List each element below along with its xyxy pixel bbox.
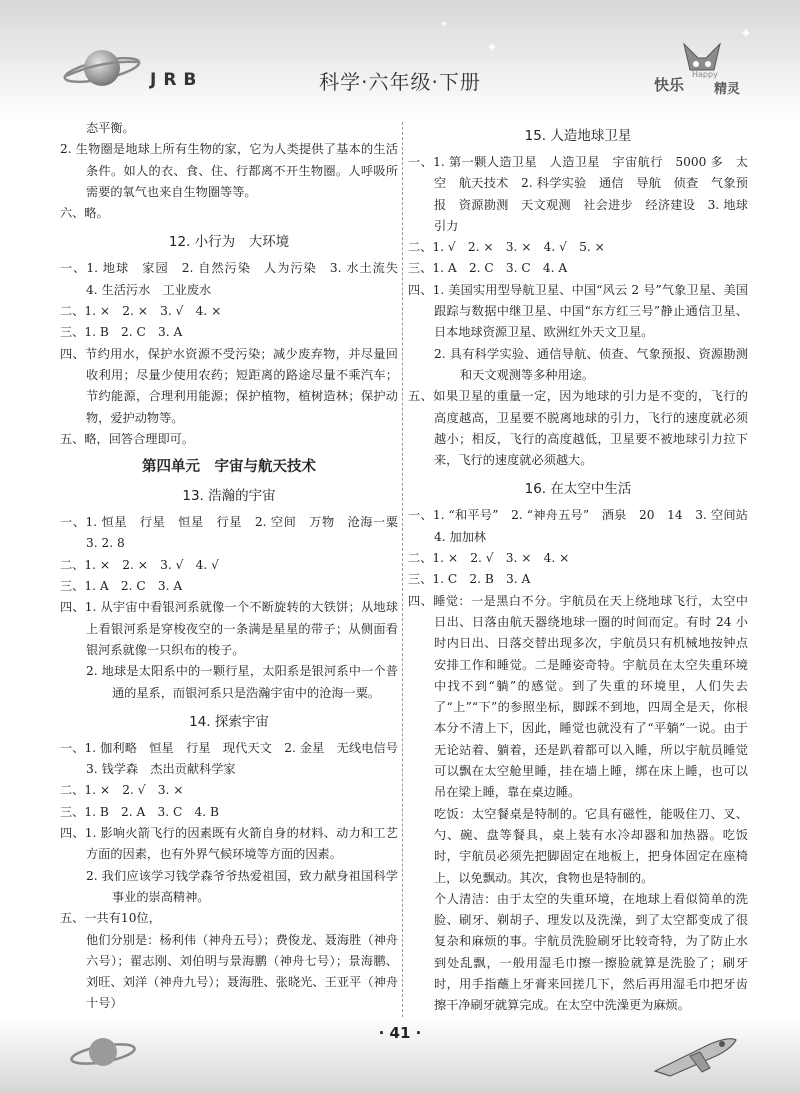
answer-line: 二、1. × 2. × 3. √ 4. × bbox=[60, 304, 222, 319]
answer-line: 四、节约用水，保护水资源不受污染；减少废弃物，并尽量回收利用；尽量少使用农药；短距离的路途尽量不乘汽车；节约能源，合理利用能源；保护植物，植树造林；保护动物，爱护动物等。 bbox=[60, 346, 398, 425]
answer-line: 他们分别是：杨利伟（神舟五号）；费俊龙、聂海胜（神舟六号）；翟志刚、刘伯明与景海鹏（神舟七号）；景海鹏、刘旺、刘洋（神舟九号）；聂海胜、张晓光、王亚平（神舟十号） bbox=[86, 932, 398, 1011]
answer-line: 一、1. 第一颗人造卫星 人造卫星 宇宙航行 5000 多 太空 航天技术 2. 科学实验 通信 导航 侦查 气象预报 资源勘测 天文观测 社会进步 经济建设 3. 地球引力 bbox=[408, 155, 748, 233]
logo-text-1: 快乐 bbox=[654, 76, 685, 94]
column-divider bbox=[402, 122, 403, 1017]
answer-line: 三、1. B 2. A 3. C 4. B bbox=[60, 804, 219, 819]
page-title: 科学·六年级·下册 bbox=[319, 70, 481, 94]
section-title: 15. 人造地球卫星 bbox=[524, 128, 632, 144]
answer-line: 一、1. 地球 家园 2. 自然污染 人为污染 3. 水土流失 4. 生活污水 工业废水 bbox=[60, 261, 411, 297]
answer-line: 三、1. A 2. C 3. A bbox=[60, 579, 183, 594]
logo bbox=[652, 40, 752, 98]
answer-line: 四、1. 影响火箭飞行的因素既有火箭自身的材料、动力和工艺方面的因素，也有外界气候环境等方面的因素。 bbox=[60, 826, 398, 862]
answer-line: 三、1. A 2. C 3. C 4. A bbox=[408, 261, 568, 276]
star-icon: ✦ bbox=[740, 26, 752, 42]
answer-line: 吃饭：太空餐桌是特制的。它具有磁性，能吸住刀、叉、勺、碗、盘等餐具，桌上装有水冷却器和加热器。吃饭时，宇航员必须先把脚固定在地板上，把身体固定在座椅上，以免飘动。其次，食物也是特制的。 bbox=[434, 806, 748, 885]
page-header bbox=[0, 0, 800, 120]
answer-line: 五、如果卫星的重量一定，因为地球的引力是不变的，飞行的高度越高，卫星要不脱离地球的引力，飞行的速度就必须越小；相反，飞行的高度越低，卫星要不被地球引力拉下来，飞行的速度就必须越大。 bbox=[408, 389, 748, 468]
logo-text-2: 精灵 bbox=[714, 82, 741, 97]
brand-mark: JRB bbox=[150, 70, 204, 90]
answer-line: 2. 具有科学实验、通信导航、侦查、气象预报、资源勘测和天文观测等多种用途。 bbox=[434, 346, 748, 382]
answer-line: 2. 生物圈是地球上所有生物的家，它为人类提供了基本的生活条件。如人的衣、食、住、行都离不开生物圈。人呼吸所需要的氧气也来自生物圈等等。 bbox=[60, 142, 398, 199]
answer-line: 一、1. 恒星 行星 恒星 行星 2. 空间 万物 沧海一粟 3. 2. 8 bbox=[60, 515, 411, 551]
answer-line: 个人清洁：由于太空的失重环境，在地球上看似简单的洗脸、刷牙、剃胡子、理发以及洗澡，到了太空都变成了很复杂和麻烦的事。宇航员洗脸刷牙比较奇特，为了防止水到处乱飘，一般用湿毛巾擦一擦脸就算是洗脸了；刷牙时，用手指蘸上牙膏来回搓几下，然后再用湿毛巾把牙齿擦干净刷牙就算完成。在太空中洗澡更为麻烦。 bbox=[434, 891, 748, 1013]
answer-line: 二、1. × 2. √ 3. × bbox=[60, 783, 184, 798]
answer-line: 四、1. 美国实用型导航卫星、中国“风云 2 号”气象卫星、美国跟踪与数据中继卫星、中国“东方红三号”静止通信卫星、日本地球资源卫星、欧洲红外天文卫星。 bbox=[408, 282, 748, 340]
section-title: 13. 浩瀚的宇宙 bbox=[182, 488, 276, 505]
right-column bbox=[408, 118, 761, 1038]
answer-line: 一、1. “和平号” 2. “神舟五号” 酒泉 20 14 3. 空间站 4. 加加林 bbox=[408, 508, 761, 544]
answer-line: 六、略。 bbox=[60, 206, 109, 221]
answer-line: 五、一共有10位， bbox=[60, 911, 161, 926]
unit-title: 第四单元 宇宙与航天技术 bbox=[142, 459, 316, 476]
answer-line: 2. 地球是太阳系中的一颗行星，太阳系是银河系中一个普通的星系，而银河系只是浩瀚宇宙中的沧海一粟。 bbox=[86, 664, 398, 700]
answer-line: 二、1. × 2. √ 3. × 4. × bbox=[408, 551, 570, 566]
answer-line: 五、略，回答合理即可。 bbox=[60, 431, 195, 446]
left-column bbox=[60, 118, 411, 1015]
answer-line: 态平衡。 bbox=[86, 121, 135, 135]
answer-line: 二、1. × 2. × 3. √ 4. √ bbox=[60, 557, 219, 572]
page-number: · 41 · bbox=[378, 1024, 422, 1042]
answer-line: 三、1. C 2. B 3. A bbox=[408, 572, 531, 587]
section-title: 12. 小行为 大环境 bbox=[168, 234, 290, 251]
section-title: 14. 探索宇宙 bbox=[189, 713, 269, 730]
section-title: 16. 在太空中生活 bbox=[524, 481, 632, 498]
answer-line: 2. 我们应该学习钱学森爷爷热爱祖国，致力献身祖国科学事业的崇高精神。 bbox=[86, 868, 398, 904]
star-icon: ✦ bbox=[486, 40, 498, 56]
answer-line: 二、1. √ 2. × 3. × 4. √ 5. × bbox=[408, 240, 605, 255]
answer-line: 四、1. 从宇宙中看银河系就像一个不断旋转的大铁饼；从地球上看银河系是穿梭夜空的一条满是星星的带子；从侧面看银河系就像一只织布的梭子。 bbox=[60, 600, 398, 657]
answer-line: 四、睡觉：一是黑白不分。宇航员在天上绕地球飞行，太空中日出、日落由航天器绕地球一圈的时间而定。有时 24 小时内日出、日落交替出现多次，宇航员只有机械地按钟点安排工作和睡觉。二是睡姿奇特。宇航员在太空失重环境中找不到“躺”的感觉。到了失重的环境里，人们失去了“上”“下”的参照坐标，脚踩不到地，四周全是天，你根本分不清上下，因此，睡觉也就没有了“平躺”一说。由于无论站着、躺着，还是趴着都可以入睡，所以宇航员睡觉可以飘在太空舱里睡，挂在墙上睡，绑在床上睡，也可以吊在梁上睡，靠在桌边睡。 bbox=[408, 593, 748, 800]
answer-line: 一、1. 伽利略 恒星 行星 现代天文 2. 金星 无线电信号 3. 钱学森 杰出贡献科学家 bbox=[60, 740, 411, 777]
answer-line: 三、1. B 2. C 3. A bbox=[60, 325, 183, 340]
logo-text-en: Happy bbox=[692, 70, 718, 79]
star-icon: ✦ bbox=[440, 20, 448, 30]
